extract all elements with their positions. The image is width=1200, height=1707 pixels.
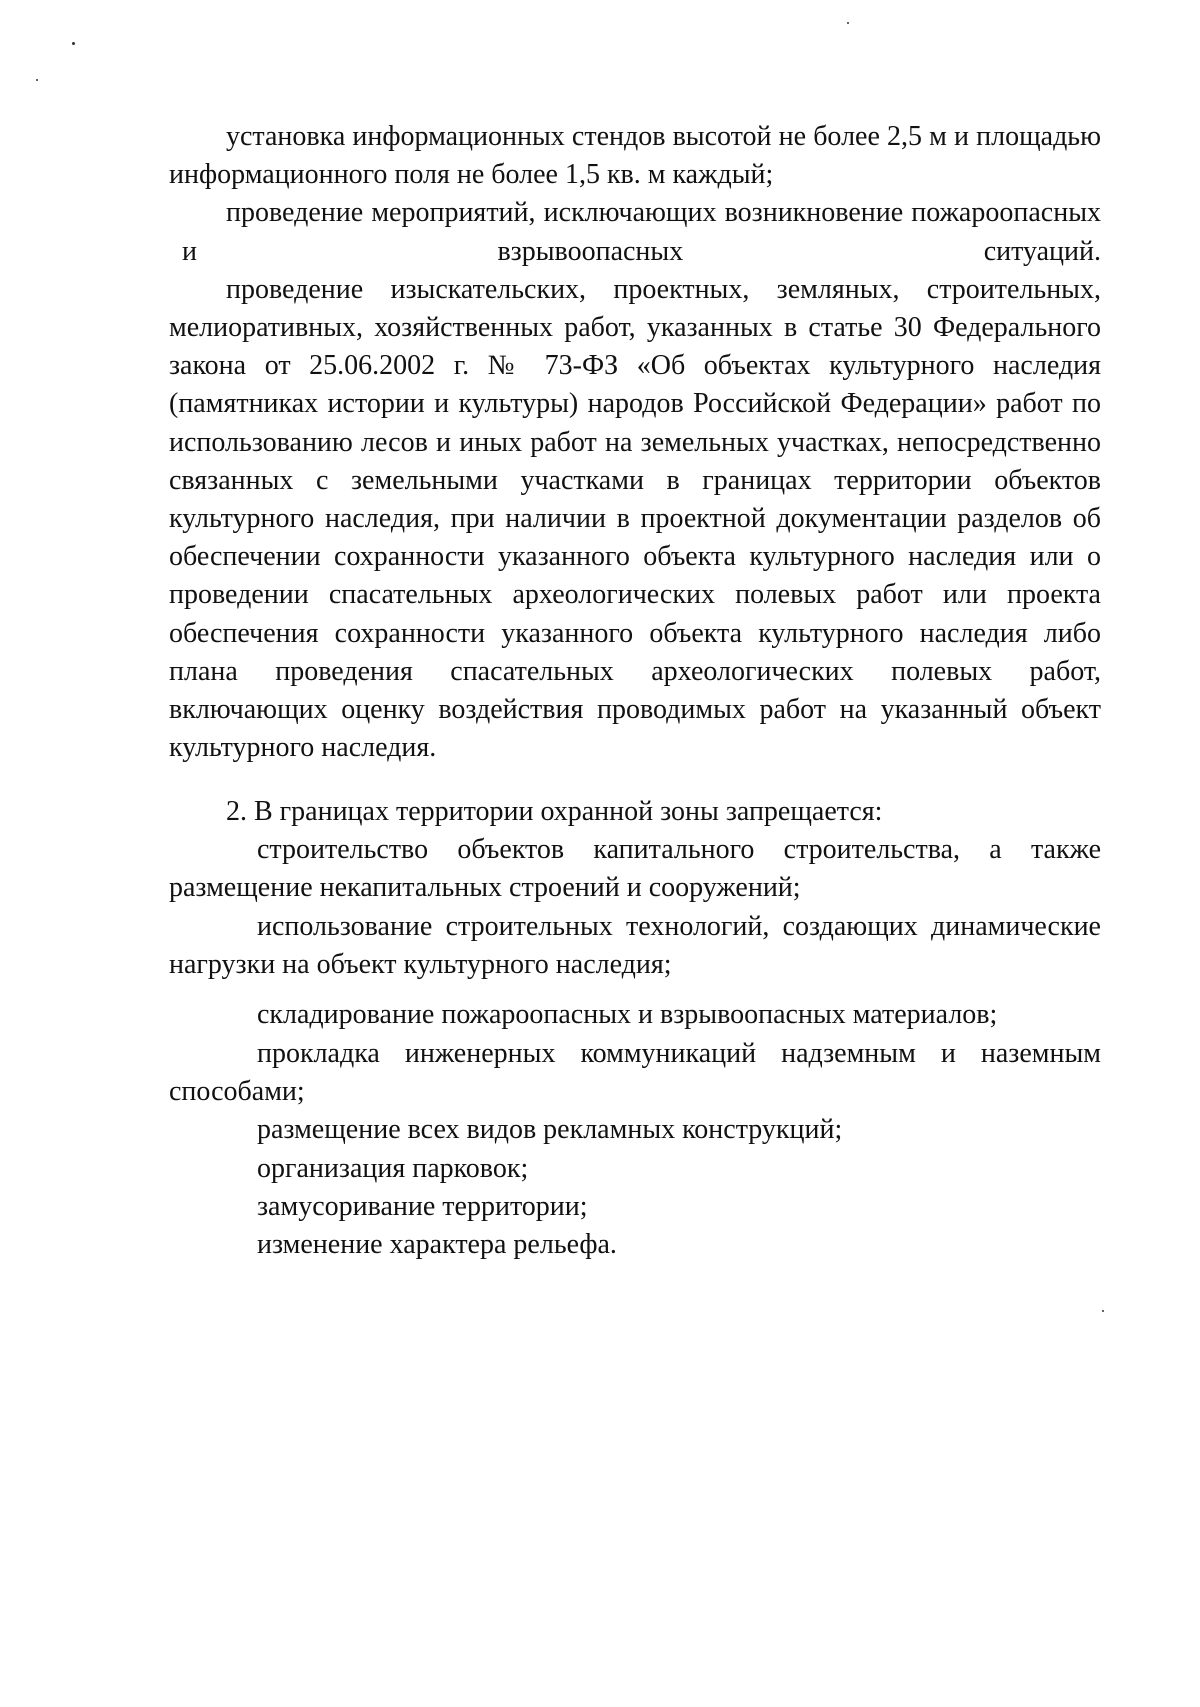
paragraph-survey-works: проведение изыскательских, проектных, земляных, строительных, мелиоративных, хозяйственных работ, указанных в статье 30 Федерального закона от 25.06.2002 г. № 73-ФЗ «Об объектах культурного наследия (памятниках истории и культуры) народов Российской Федерации» работ по использованию лесов и иных работ на земельных участках, непосредственно связанных с земельными участками в границах территории объектов культурного наследия, при наличии в проектной документации разделов об обеспечении сохранности указанного объекта культурного наследия или о проведении спасательных археологических полевых работ или проекта обеспечения сохранности указанного объекта культурного наследия либо плана проведения спасательных археологических полевых работ, включающих оценку воздействия проводимых работ на указанный объект культурного наследия. — [169, 273, 1101, 764]
prohibition-construction: строительство объектов капитального строительства, а также размещение некапитальных строений и сооружений; — [169, 834, 1101, 904]
prohibition-relief-change: изменение характера рельефа. — [257, 1229, 617, 1261]
scan-speck — [847, 22, 849, 24]
prohibition-littering: замусоривание территории; — [257, 1190, 588, 1222]
paragraph-fire-safety: проведение мероприятий, исключающих возникновение пожароопасных и взрывоопасных ситуаций. — [182, 197, 1101, 267]
paragraph-info-stands: установка информационных стендов высотой не более 2,5 м и площадью информационного поля не более 1,5 кв. м каждый; — [169, 121, 1101, 191]
scan-speck — [72, 42, 75, 45]
prohibition-dynamic-loads: использование строительных технологий, создающих динамические нагрузки на объект культурного наследия; — [169, 910, 1101, 980]
section-2-heading: 2. В границах территории охранной зоны запрещается: — [226, 796, 883, 827]
prohibition-utilities: прокладка инженерных коммуникаций надземным и наземным способами; — [169, 1038, 1101, 1108]
prohibition-advertising: размещение всех видов рекламных конструкций; — [257, 1114, 843, 1146]
scan-speck — [1102, 1310, 1104, 1312]
prohibition-storage: складирование пожароопасных и взрывоопасных материалов; — [257, 999, 998, 1030]
permitted-works-block — [169, 118, 1101, 767]
section-2 — [169, 793, 1101, 984]
section-2-list-b — [169, 1035, 1101, 1264]
section-2-list-a — [169, 996, 1101, 1034]
scan-speck — [36, 79, 38, 81]
prohibition-parking: организация парковок; — [257, 1152, 529, 1184]
